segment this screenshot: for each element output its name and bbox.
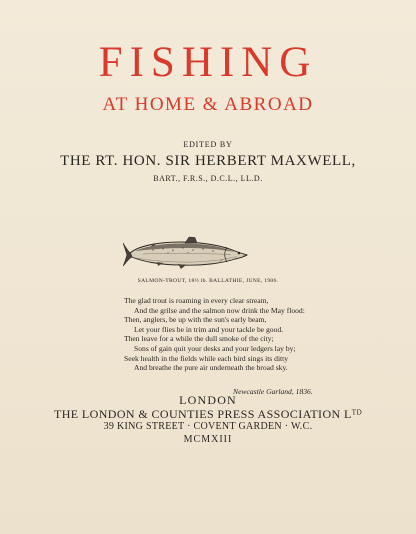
poem-line: Sons of gain quit your desks and your ledgers lay by;	[134, 343, 296, 353]
salmon-trout-fish-icon	[123, 234, 253, 272]
poem-line: And the grilse and the salmon now drink the May flood:	[134, 305, 305, 315]
edited-by-label: EDITED BY	[183, 140, 233, 149]
poem-line: Then, anglers, be up with the sun's early beam,	[124, 315, 267, 325]
editor-name: THE RT. HON. SIR HERBERT MAXWELL,	[60, 153, 356, 169]
epigraph-poem	[0, 296, 416, 373]
poem-line: Then leave for a while the dull smoke of the city;	[124, 334, 274, 344]
imprint-city: LONDON	[179, 393, 237, 407]
editor-credentials: BART., F.R.S., D.C.L., LL.D.	[153, 174, 263, 183]
poem-line: Seek health in the fields while each bird sings its ditty	[124, 353, 289, 363]
imprint-publisher: THE LONDON & COUNTIES PRESS ASSOCIATION Lᵀᴰ	[53, 407, 363, 421]
book-subtitle: AT HOME & ABROAD	[102, 94, 314, 115]
imprint-year: MCMXIII	[183, 434, 233, 445]
book-title: FISHING	[98, 39, 318, 86]
poem-line: And breathe the pure air underneath the broad sky.	[134, 363, 288, 373]
poem-line: The glad trout is roaming in every clear stream,	[124, 296, 269, 305]
poem-attribution: Newcastle Garland, 1836.	[233, 387, 313, 396]
illustration-caption: SALMON-TROUT, 18½ lb. BALLATHIE, JUNE, 1906.	[137, 278, 279, 284]
imprint-address: 39 KING STREET · COVENT GARDEN · W.C.	[103, 421, 313, 432]
poem-line: Let your flies be in trim and your tackle be good.	[134, 324, 284, 334]
